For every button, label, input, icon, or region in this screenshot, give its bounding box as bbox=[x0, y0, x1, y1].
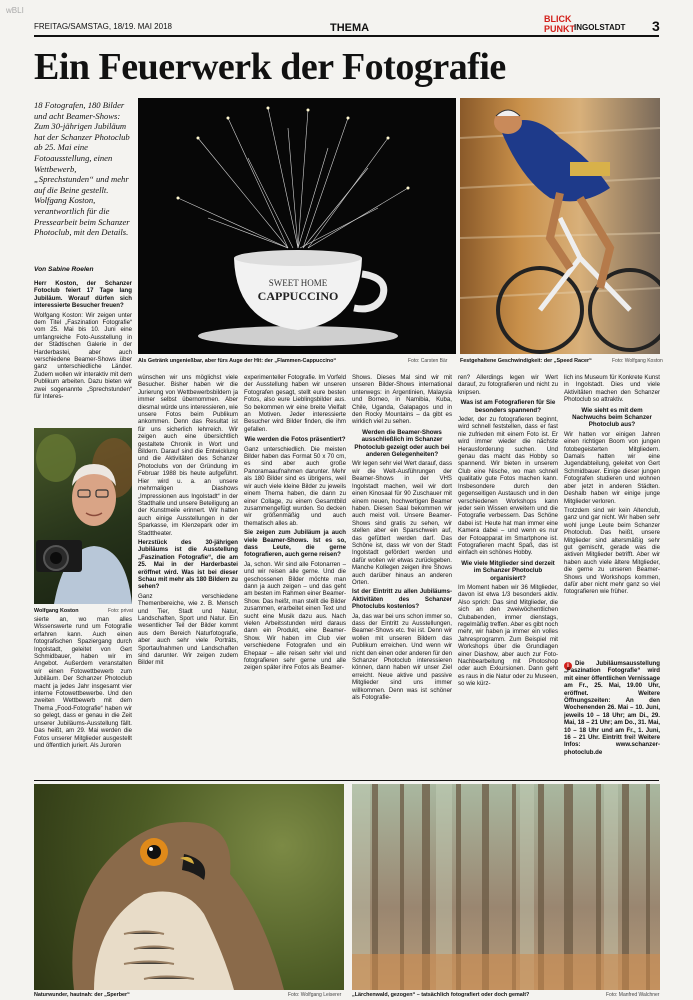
page-number: 3 bbox=[652, 18, 660, 34]
city-label: INGOLSTADT bbox=[574, 23, 626, 32]
cappuccino-caption: Als Getränk ungenießbar, aber fürs Auge der Hit: der „Flammen-Cappuccino“ bbox=[138, 358, 337, 364]
blickpunkt-logo: BLICK PUNKT bbox=[544, 14, 575, 34]
portrait-photo bbox=[34, 428, 132, 604]
forest-illustration bbox=[352, 784, 660, 990]
cyclist-credit: Foto: Wolfgang Koston bbox=[612, 358, 663, 364]
hawk-caption: Naturwunder, hautnah: der „Sperber“ bbox=[34, 992, 130, 998]
cup-text-main: CAPPUCCINO bbox=[257, 289, 339, 303]
cappuccino-photo bbox=[138, 98, 456, 354]
column-5: ren? Allerdings legen wir Wert darauf, zu fotografieren und nicht zu knipsen. Was ist am Fotografieren für Sie besonders spannend? Jeder, der zu fotografieren beginnt, wird schnell feststellen, dass er fast nie zufrieden mit einem Foto ist. Er wird immer wieder die nächste Herausforderung suchen. Und genau das macht das Hobby so spannend. Wir bieten in unserem Club eine Nische, wo man schnell qualitativ gute Fotos machen kann. Insbesondere durch den gegenseitigen Austausch und in den verschiedenen Workshops kann jeder sein Wissen erweitern und die Fotografie verbessern. Das Schöne dabei ist: Heute hat man immer eine Kamera dabei – und wenn es nur der Fotoapparat im Smartphone ist. Fotografieren macht Spaß, das ist einfach ein schönes Hobby. Wie viele Mitglieder sind derzeit im Schanzer Photoclub organisiert? Im Moment haben wir 36 Mitglieder, davon ist etwa 1/3 besonders aktiv. Also sprich: Das sind Mitglieder, die sich an den zweiwöchentlichen Clubabenden, immer dienstags, regelmäßig treffen. Aber es gibt noch mehr, wir haben ja immer ein volles Jahresprogramm. Zum Beispiel mit Workshops über die Grundlagen einer Diashow, aber auch zur Foto-Nachbearbeitung mit Photoshop oder auch Exkursionen. Dann geht es raus in die Natur oder zu Museen, so wie kürz- bbox=[458, 374, 558, 688]
column-3: experimenteller Fotografie. Im Vorfeld der Ausstellung haben wir unseren Fotografen gesagt, stellt eure besten Fotos, also eure Lieblingsbilder aus. So bekommen wir eine breite Vielfalt an Motiven. Jeder interessierte Besucher wird Bilder finden, die ihm gefallen. Wie werden die Fotos präsentiert? Ganz unterschiedlich. Die meisten Bilder haben das Format 50 x 70 cm, es sind aber auch große Panoramaaufnahmen darunter. Mehr als 180 Bilder sind es übrigens, weil wir auch viele kleine Bilder zu jeweils einem Thema haben, die dann zu einer Collage, zu einem Gesamtbild zusammengefügt wurden. So decken wir größenmäßig und auch thematisch alles ab. Sie zeigen zum Jubiläum ja auch viele Beamer-Shows. Ist es so, dass Leute, die gerne fotografieren, auch gerne reisen? Ja, schon. Wir sind alle Fotonarren – und wir reisen alle gerne. Und die geschossenen Bilder möchte man dann ja auch zeigen – und das geht am besten im Rahmen einer Beamer-Show. Das heißt, man stellt die Bilder zusammen, erarbeitet einen Text und sucht eine Musik dazu aus. Nach vielen Arbeitsstunden wird daraus dann ein Produkt, eine Beamer-Show. Wir haben im Club vier verschiedene Fotografen und ein Ehepaar – alle reisen sehr viel und fotografieren sehr gerne und alle zeigen später ihre Fotos als Beamer- bbox=[244, 374, 346, 672]
cappuccino-credit: Foto: Carsten Bär bbox=[408, 358, 448, 364]
header-rule bbox=[34, 35, 659, 37]
portrait-illustration bbox=[34, 428, 132, 604]
portrait-caption: Wolfgang Koston bbox=[34, 608, 79, 614]
info-icon: i bbox=[564, 662, 572, 670]
hawk-photo bbox=[34, 784, 344, 990]
column-6: lich ins Museum für Konkrete Kunst in Ingolstadt. Dies und viele Aktivitäten machen den Schanzer Photoclub so attraktiv. Wie sieht es mit dem Nachwuchs beim Schanzer Photoclub aus? Wir hatten vor einigen Jahren einen richtigen Boom von jungen fotobegeisterten Mitgliedern. Damals hatten wir eine Jugendabteilung, geleitet von Gert Schmidbauer. Einige dieser jungen Fotografen studieren und wohnen aber jetzt in anderen Städten. Deshalb haben wir einige junge Mitglieder verloren. Trotzdem sind wir kein Altenclub, ganz und gar nicht. Wir haben sehr wohl junge Leute beim Schanzer Photoclub. Das heißt, unsere Mitglieder sind altersmäßig sehr gut gemischt, gerade was die aktiven Mitglieder betrifft. Aber wir haben auch viele ältere Mitglieder, die gerne zu unseren Beamer-Shows und Workshops kommen, dafür aber nicht mehr ganz so viel fotografieren wie früher. bbox=[564, 374, 660, 596]
column-1-bottom: sierte an, wo man alles Wissenswerte rund um Fotografie erfahren kann. Auch einen fotografischen Spaziergang durch Ingolstadt, geleitet von Gert Schmidbauer, haben wir im Angebot. Außerdem veranstalten wir einen Fotowettbewerb zum Jubiläum. Der Schanzer Photoclub macht ja jedes Jahr insgesamt vier interne Fotowettbewerbe. Und den zweiten Wettbewerb mit dem Thema „Food-Fotografie“ haben wir so gelegt, dass er genau in die Zeit unserer Jubiläums-Ausstellung fällt. Das heißt, am 29. Mai werden die Fotos unserer Mitglieder ausgestellt und öffentlich juriert. Als Juroren bbox=[34, 616, 132, 749]
section-label: THEMA bbox=[330, 22, 370, 34]
cyclist-caption: Festgehaltene Geschwindigkeit: der „Speed Racer“ bbox=[460, 358, 592, 364]
forest-photo bbox=[352, 784, 660, 990]
forest-credit: Foto: Manfred Walchner bbox=[606, 992, 660, 998]
cup-text-top: SWEET HOME bbox=[268, 278, 328, 288]
info-box: Die Jubiläumsausstellung „Faszination Fotografie“ wird mit einer öffentlichen Vernissage am Fr., 25. Mai, 19.00 Uhr, eröffnet. Weitere Öffnungszeiten: An den Wochenenden 26. Mai – 10. Juni, jeweils 10 – 18 Uhr; am Di., 29. Mai, 18 – 21 Uhr; am Do., 31. Mai, 10 – 18 Uhr und am Fr., 1. Juni, 16 – 21 Uhr. Eintritt frei! Weitere Infos: www.schanzer-photoclub.de bbox=[564, 660, 660, 756]
forest-caption: „Lärchenwald, gezogen“ – tatsächlich fotografiert oder doch gemalt? bbox=[352, 992, 530, 998]
intro-text: 18 Fotografen, 180 Bilder und acht Beamer-Shows: Zum 30-jährigen Jubiläum hat der Schanzer Photoclub ab 25. Mai eine Fotoausstellung, einen Wettbewerb, „Sprechstunden“ und mehr auf die Beine gestellt. Wolfgang Koston, verantwortlich für die Pressearbeit beim Schanzer Photoclub, mit den Details. bbox=[34, 100, 130, 238]
column-1-top: Herr Koston, der Schanzer Fotoclub feiert 17 Tage lang Jubiläum. Worauf dürfen sich interessierte Besucher freuen? Wolfgang Koston: Wir zeigen unter dem Titel „Faszination Fotografie“ vom 25. Mai bis 10. Juni eine umfangreiche Foto-Ausstellung in der Städtischen Galerie in der Harderbastei, aber auch verschiedene Beamer-Shows über ganz unterschiedliche Länder. Zudem wollen wir interaktiv mit dem Publikum arbeiten. Dazu bieten wir zwei sogenannte „Sprechstunden“ für Interes- bbox=[34, 280, 132, 401]
column-2: wünschen wir uns möglichst viele Besucher. Bisher haben wir die Jurierung von Wettbewerbsbildern ja immer selbst übernommen. Aber diesmal würde uns interessieren, wie unsere Fotos beim Publikum ankommen. Denn das Resultat ist für uns sicherlich lehrreich. Wir zeigen auch eine übersichtlich gestaltete Chronik in Wort und Bildern. Darauf sind die Entwicklung und die Aktivitäten des Schanzer Photoclubs von der Gründung im Februar 1988 bis heute aufgeführt. Hier wird u. a. an unsere mehrmaligen Diashows „Impressionen aus Ingolstadt“ in der Stadthalle und unsere Beteiligung an der Kunstmeile erinnert. Wir hatten auch einige Ausstellungen in der Sparkasse, im Klenzepark oder im Stadttheater. Herzstück des 30-jährigen Jubiläums ist die Ausstellung „Faszination Fotografie“, die am 25. Mai in der Harderbastei eröffnet wird. Was ist bei dieser Schau mit mehr als 180 Bildern zu sehen? Ganz verschiedene Themenbereiche, wie z. B. Mensch und Tier, Stadt und Natur, Landschaften, Sport und Natur. Ein wesentlicher Teil der Bilder kommt aus dem Bereich Naturfotografie, aber auch sehr viele Porträts, Sportaufnahmen und Landschaften sind darunter. Wir zeigen zudem Bilder mit bbox=[138, 374, 238, 667]
column-4: Shows. Dieses Mal sind wir mit unseren Bilder-Shows international unterwegs: in Argentinien, Malaysia und Borneo, in Namibia, Kuba, Chile, Uganda, Galapagos und in den Rocky Mountains – da gibt es wirklich viel zu sehen. Werden die Beamer-Shows ausschließlich im Schanzer Photoclub gezeigt oder auch bei anderen Gelegenheiten? Wir legen sehr viel Wert darauf, dass wir die Welt-Ausführungen der Beamer-Shows in der VHS Ingolstadt machen, weil wir dort einen Kinosaal für 90 Zuschauer mit einem neuen, hochwertigen Beamer haben. Diesen Saal bekommen wir auch meist voll. Unsere Beamer-Shows sind gratis zu sehen, wir stellen aber ein Sparschwein auf, das gefüttert werden darf. Das Schöne ist, dass wir von der Stadt Ingolstadt gefördert werden und dafür wollen wir etwas zurückgeben. Manche Kollegen zeigen ihre Shows auch darüber hinaus an anderen Orten. Ist der Eintritt zu allen Jubiläums-Aktivitäten des Schanzer Photoclubs kostenlos? Ja, das war bei uns schon immer so, dass der Eintritt zu Ausstellungen, Beamer-Shows etc. frei ist. Denn wir wollen mit unseren Bildern das Publikum erreichen. Und wenn wir nicht den einen oder anderen für den Schanzer Photoclub interessieren können, dann haben wir unser Ziel erreicht. Neue aktive und passive Mitglieder sind uns immer willkommen. Denn was ist schöner als Fotografie- bbox=[352, 374, 452, 702]
watermark: wBLI bbox=[6, 6, 24, 15]
byline: Von Sabine Roelen bbox=[34, 266, 94, 273]
portrait-credit: Foto: privat bbox=[108, 608, 134, 614]
cyclist-photo bbox=[460, 98, 660, 354]
cyclist-illustration bbox=[460, 98, 660, 354]
headline: Ein Feuerwerk der Fotografie bbox=[34, 46, 506, 88]
photo-divider bbox=[34, 780, 659, 781]
hawk-illustration bbox=[34, 784, 344, 990]
issue-date: FREITAG/SAMSTAG, 18/19. MAI 2018 bbox=[34, 22, 172, 31]
hawk-credit: Foto: Wolfgang Leiserer bbox=[288, 992, 342, 998]
cappuccino-illustration bbox=[138, 98, 456, 354]
